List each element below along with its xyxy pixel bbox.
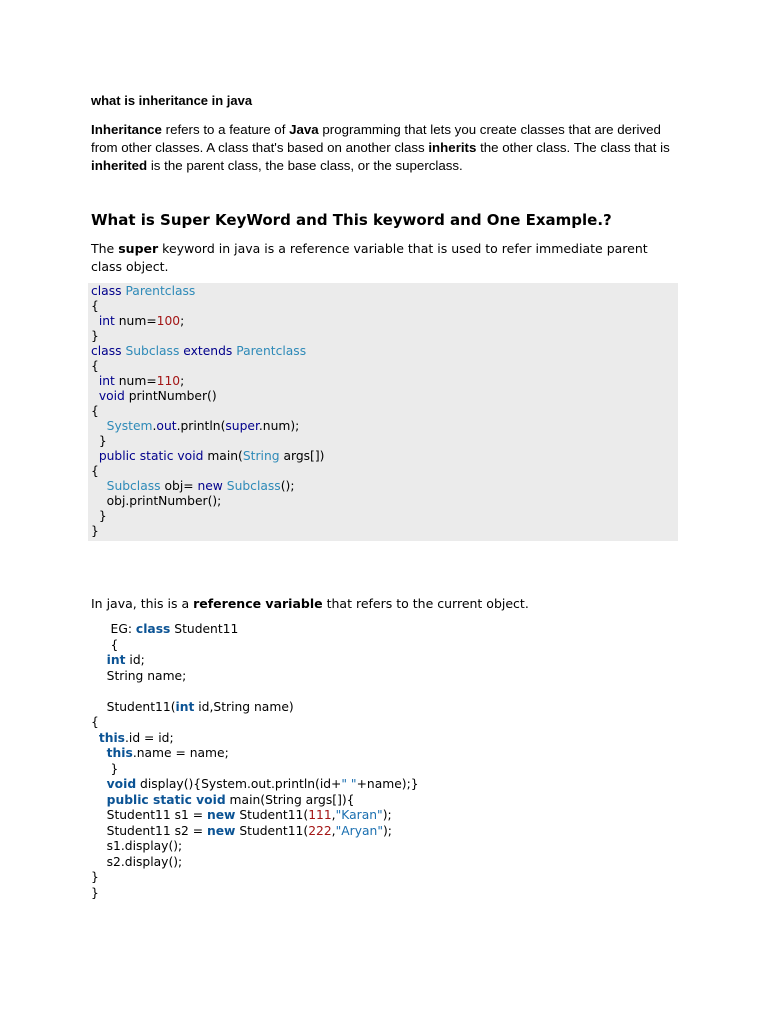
super-keyword-heading: What is Super KeyWord and This keyword and One Example.?: [91, 211, 612, 229]
code-line: EG: class Student11: [91, 622, 239, 636]
code-line: System.out.println(super.num);: [106, 419, 300, 433]
code-line: Subclass obj= new Subclass();: [106, 479, 295, 493]
code-line: public static void main(String args[]): [91, 449, 325, 463]
code-line: s1.display();: [91, 839, 183, 853]
code-line: {: [91, 715, 99, 729]
code-line: public static void main(String args[]){: [106, 792, 355, 807]
code-line: }: [91, 761, 119, 776]
code-line: String name;: [91, 668, 187, 683]
code-line: this.name = name;: [106, 746, 229, 760]
code-line: obj.printNumber();: [91, 494, 222, 508]
inheritance-heading: what is inheritance in java: [91, 93, 253, 108]
code-line: {: [91, 359, 99, 373]
inheritance-paragraph: Inheritance refers to a feature of Java programming that lets you create classes that are derived from other classes. A class that's based on another class inherits the other class. The class that is inherited is the parent class, the base class, or the superclass.: [91, 122, 670, 173]
code-line: {: [91, 637, 119, 652]
code-line: }: [91, 524, 99, 538]
this-example-code: [91, 622, 419, 901]
code-line: s2.display();: [91, 854, 183, 869]
code-line: int num=100;: [91, 314, 185, 328]
code-line: }: [91, 885, 99, 900]
code-line: class Subclass extends Parentclass: [91, 344, 307, 358]
code-line: Student11 s1 = new Student11(111,"Karan");: [91, 808, 392, 822]
code-line: {: [91, 404, 99, 418]
super-keyword-paragraph: The super keyword in java is a reference variable that is used to refer immediate parent class object.: [91, 241, 648, 274]
code-line: Student11 s2 = new Student11(222,"Aryan");: [91, 823, 392, 838]
code-line: this.id = id;: [98, 730, 174, 745]
code-line: Student11(int id,String name): [91, 699, 294, 714]
code-line: }: [91, 509, 107, 523]
code-line: class Parentclass: [91, 284, 196, 298]
code-line: int num=110;: [91, 374, 185, 388]
code-line: {: [91, 299, 99, 313]
code-line: }: [91, 870, 99, 884]
super-example-code: [91, 284, 324, 539]
code-line: void printNumber(): [91, 389, 217, 403]
code-line: int id;: [106, 653, 145, 667]
code-line: }: [91, 434, 107, 448]
code-line: {: [91, 464, 99, 478]
this-keyword-paragraph: In java, this is a reference variable that refers to the current object.: [91, 596, 529, 611]
code-line: }: [91, 329, 99, 343]
code-line: [91, 684, 419, 700]
code-line: void display(){System.out.println(id+" "+name);}: [106, 777, 419, 791]
